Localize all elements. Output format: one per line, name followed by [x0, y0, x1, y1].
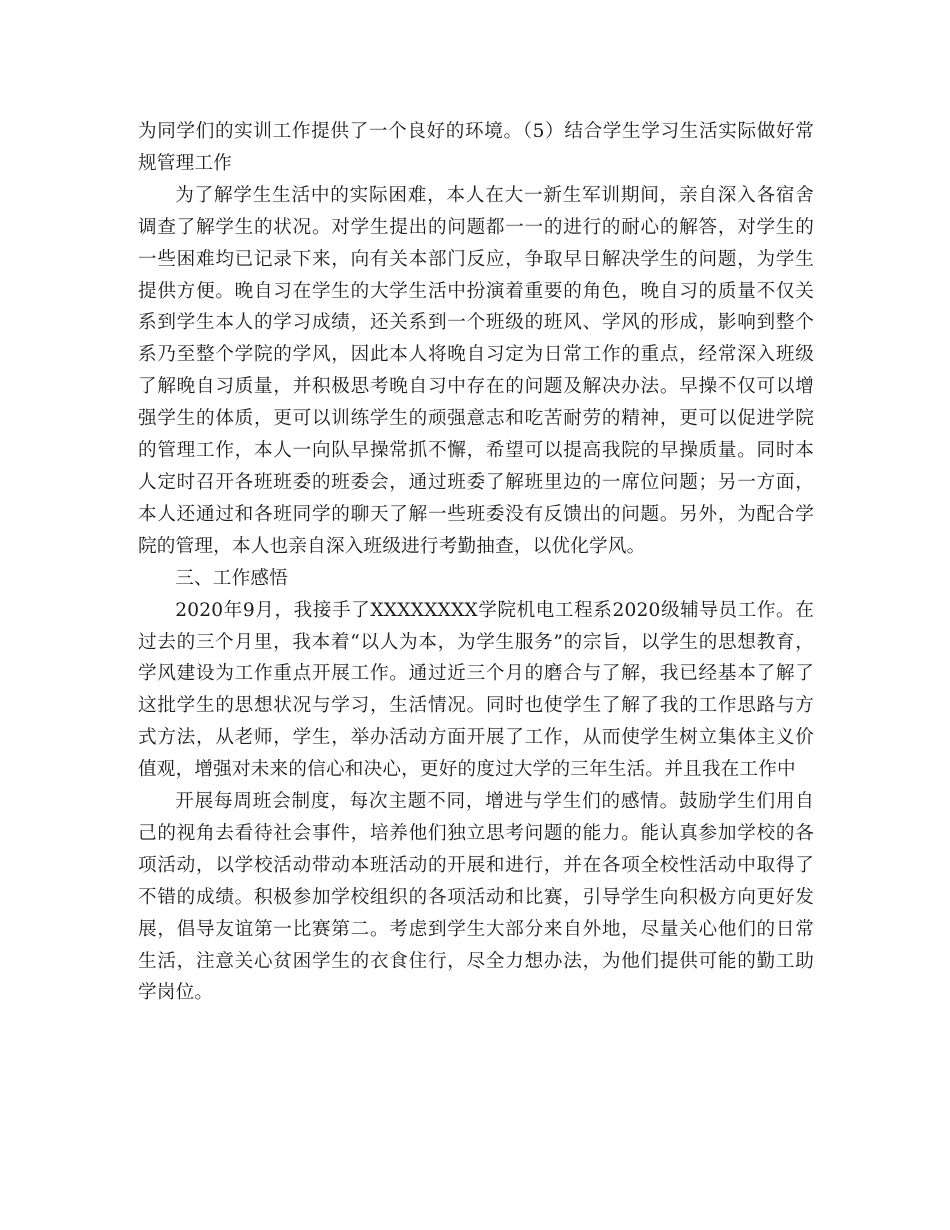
section-heading: 三、工作感悟 [175, 567, 288, 589]
paragraph-2: 为了解学生生活中的实际困难，本人在大一新生军训期间，亲自深入各宿舍调查了解学生的状况。对学生提出的问题都一一的进行的耐心的解答，对学生的一些困难均已记录下来，向有关本部门反应，争取早日解决学生的问题，为学生提供方便。晚自习在学生的大学生活中扮演着重要的角色，晚自习的质量不仅关系到学生本人的学习成绩，还关系到一个班级的班风、学风的形成，影响到整个系乃至整个学院的学风，因此本人将晚自习定为日常工作的重点，经常深入班级了解晚自习质量，并积极思考晚自习中存在的问题及解决办法。早操不仅可以增强学生的体质，更可以训练学生的顽强意志和吃苦耐劳的精神，更可以促进学院的管理工作，本人一向队早操常抓不懈，希望可以提高我院的早操质量。同时本人定时召开各班班委的班委会，通过班委了解班里边的一席位问题；另一方面，本人还通过和各班同学的聊天了解一些班委没有反馈出的问题。另外，为配合学院的管理，本人也亲自深入班级进行考勤抽查，以优化学风。 [138, 184, 814, 557]
paragraph-3: 2020年9月，我接手了XXXXXXXX学院机电工程系2020级辅导员工作。在过去的三个月里，我本着“以人为本，为学生服务”的宗旨，以学生的思想教育，学风建设为工作重点开展工作。通过近三个月的磨合与了解，我已经基本了解了这批学生的思想状况与学习，生活情况。同时也使学生了解了我的工作思路与方式方法，从老师，学生，举办活动方面开展了工作，从而使学生树立集体主义价值观，增强对未来的信心和决心，更好的度过大学的三年生活。并且我在工作中 [138, 599, 814, 781]
paragraph-4: 开展每周班会制度，每次主题不同，增进与学生们的感情。鼓励学生们用自己的视角去看待社会事件，培养他们独立思考问题的能力。能认真参加学校的各项活动，以学校活动带动本班活动的开展和进行，并在各项全校性活动中取得了不错的成绩。积极参加学校组织的各项活动和比赛，引导学生向积极方向更好发展，倡导友谊第一比赛第二。考虑到学生大部分来自外地，尽量关心他们的日常生活，注意关心贫困学生的衣食住行，尽全力想办法，为他们提供可能的勤工助学岗位。 [138, 791, 814, 1004]
paragraph-1: 为同学们的实训工作提供了一个良好的环境。（5）结合学生学习生活实际做好常规管理工作 [138, 121, 814, 174]
document-body [138, 116, 814, 1009]
